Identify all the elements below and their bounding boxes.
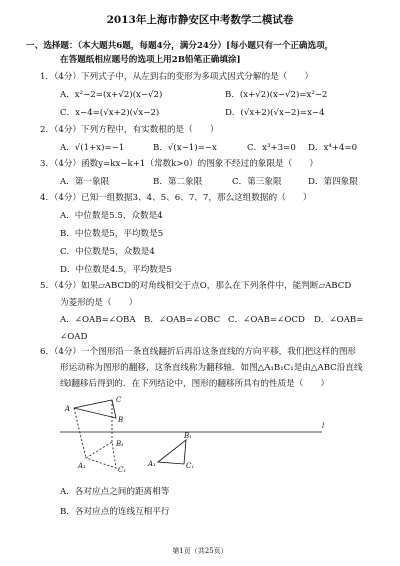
triangle-a1b1c1: [158, 440, 186, 464]
triangle-abc: [74, 400, 116, 418]
label-b: B: [118, 416, 124, 424]
q3-option-d: D．第四象限: [308, 177, 358, 187]
question-6-stem: 6．（4分）一个图形沿一条直线翻折后再沿这条直线的方向平移，我们把这样的图形: [40, 347, 357, 357]
question-6-stem-cont2: 线l翻移后得到的．在下列结论中，图形的翻移所具有的性质是（ ）: [60, 379, 330, 389]
label-c1-dashed: C₁: [118, 466, 127, 474]
question-5-stem: 5．（4分）如果▱ABCD的对角线相交于点O，那么在下列条件中，能判断▱ABCD: [40, 281, 352, 291]
q6-option-a: A．各对应点之间的距离相等: [60, 487, 170, 497]
q2-option-c: C．x³+3=0: [247, 143, 296, 153]
q4-option-d: D．中位数是4.5，平均数是5: [60, 265, 172, 275]
question-5-stem-cont: 为菱形的是（ ）: [60, 298, 138, 308]
section-heading: 一、选择题：（本大题共6题，每题4分，满分24分）[每小题只有一个正确选项，: [26, 41, 334, 51]
translation-figure: [60, 394, 330, 474]
q3-option-c: C．第三象限: [232, 177, 282, 187]
q5-option-d-cont: ∠OAD: [60, 332, 88, 342]
q5-option-c: C．∠OAB=∠OCD: [228, 315, 305, 325]
page-footer: 第1页（共25页）: [172, 547, 228, 555]
q4-option-b: B．中位数是5，平均数是5: [60, 229, 164, 239]
question-1-stem: 1．（4分）下列式子中，从左到右的变形为多项式因式分解的是（ ）: [40, 72, 314, 82]
q2-option-d: D．x⁴+4=0: [308, 143, 358, 153]
question-2-stem: 2．（4分）下列方程中，有实数根的是（ ）: [40, 125, 219, 135]
label-a1-dashed: A₁: [78, 462, 86, 470]
q1-option-c: C．x−4=(√x+2)(√x−2): [60, 108, 160, 118]
label-l: l: [322, 422, 325, 430]
q4-option-c: C．中位数是5，众数是4: [60, 247, 155, 257]
q2-option-b: B．√(x−1)=−x: [153, 143, 217, 153]
q2-option-a: A．√(1+x)=−1: [60, 143, 125, 153]
q6-option-b: B．各对应点的连线互相平行: [60, 507, 170, 517]
q1-option-a: A．x²−2=(x+√2)(x−√2): [60, 90, 163, 100]
question-6-stem-cont1: 形运动称为图形的翻移，这条直线称为翻移轴．如图△A₁B₁C₁是由△ABC沿直线: [60, 363, 363, 373]
q1-option-d: D．(√x+2)(√x−2)=x−4: [225, 108, 325, 118]
triangle-reflected: [86, 442, 116, 468]
q3-option-b: B．第二象限: [153, 177, 203, 187]
q5-option-a: A．∠OAB=∠OBA: [60, 315, 136, 325]
label-b1-dashed: B₁: [116, 440, 124, 448]
question-4-stem: 4．（4分）已知一组数据3、4、5、6、7、7，那么这组数据的（ ）: [40, 193, 312, 203]
page-title: 2013年上海市静安区中考数学二模试卷: [106, 14, 294, 26]
label-b2: B₁: [184, 432, 192, 440]
q5-option-b: B．∠OAB=∠OBC: [144, 315, 221, 325]
q5-option-d: D．∠OAB=: [314, 315, 364, 325]
section-heading-cont: 在答题纸相应题号的选项上用2B铅笔正确填涂]: [60, 55, 241, 65]
q1-option-b: B．(x+√2)(x−√2)=x²−2: [225, 90, 328, 100]
label-a2: A₁: [148, 460, 156, 468]
question-3-stem: 3．（4分）函数y=kx−k+1（常数k>0）的图象不经过的象限是（ ）: [40, 159, 318, 169]
label-a: A: [65, 405, 71, 413]
q4-option-a: A．中位数是5.5，众数是4: [60, 211, 163, 221]
label-c: C: [116, 396, 122, 404]
q3-option-a: A．第一象限: [60, 177, 110, 187]
label-c2: C₁: [186, 462, 195, 470]
